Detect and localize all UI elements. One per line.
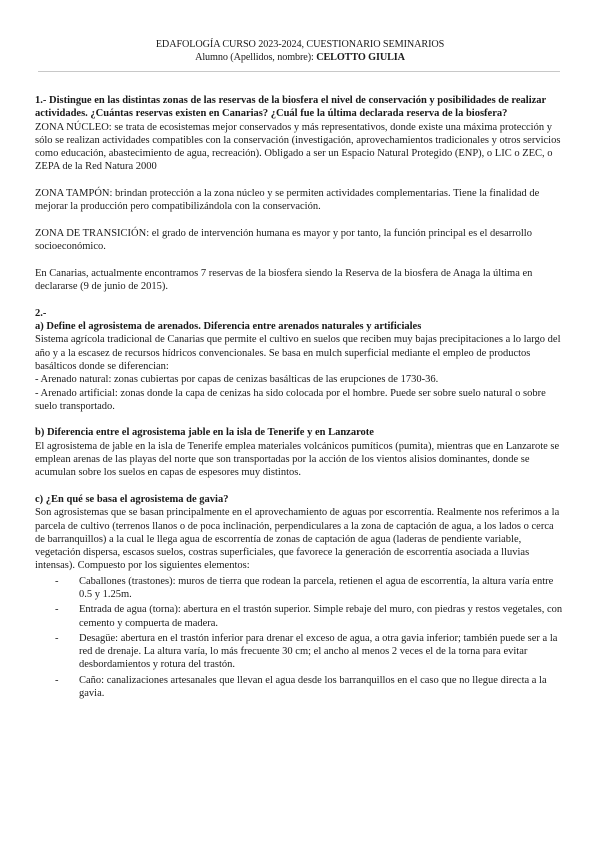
- header-divider: [38, 71, 560, 72]
- gavia-text: Son agrosistemas que se basan principalmente en el aprovechamiento de aguas por escorrentía. Realmente nos referimos a la parcela de cultivo (terrenos llanos o de poca inclinación, perpendiculares a la zona de captación de agua, a los lados o cerca de barranquillos) a la cual le llega agua de escorrentía de zonas de captación de agua (laderas de pendiente variable, vegetación dispersa, escasos suelos, costras superficiales, que favorece la generación de escorrentía asociada a lluvias intensas). Compuesto por los siguientes elementos:: [35, 507, 560, 572]
- list-item: - Caballones (trastones): muros de tierra que rodean la parcela, retienen el agua de escorrentía, la altura varía entre 0.5 y 1.25m.: [55, 575, 554, 600]
- student-name: CELOTTO GIULIA: [316, 52, 405, 63]
- question-2-number: 2.-: [35, 307, 47, 319]
- course-title: EDAFOLOGÍA CURSO 2023-2024, CUESTIONARIO SEMINARIOS: [155, 39, 445, 50]
- document-header: [0, 38, 600, 64]
- question-2a: a) Define el agrosistema de arenados. Diferencia entre arenados naturales y artificiales: [35, 321, 422, 333]
- jable-text: El agrosistema de jable en la isla de Tenerife emplea materiales volcánicos pumíticos (pumita), mientras que en Lanzarote se emplean arenas de las playas del norte que son transportadas por la acción de los vientos alisios dominantes, donde se acumulan sobre los suelos en capas de espesores muy distintos.: [35, 440, 560, 479]
- list-item: - Caño: canalizaciones artesanales que llevan el agua desde los barranquillos en el caso que no llegue directa a la gavia.: [55, 674, 547, 700]
- zona-transicion-text: ZONA DE TRANSICIÓN: el grado de intervención humana es mayor y por tanto, la función principal es el desarrollo socioeconómico.: [35, 227, 532, 253]
- list-item: - Entrada de agua (torna): abertura en el trastón superior. Simple rebaje del muro, con piedras y restos vegetales, con cemento y compuerta de madera.: [55, 604, 563, 629]
- question-1: 1.- Distingue en las distintas zonas de las reservas de la biosfera el nivel de conservación y posibilidades de realizar actividades. ¿Cuántas reservas existen en Canarias? ¿Cuál fue la última declarada reserva de la biosfera?: [35, 95, 547, 120]
- arenado-artificial-text: - Arenado artificial: zonas donde la capa de cenizas ha sido colocada por el hombre. Puede ser sobre suelo natural o sobre suelo transportado.: [35, 387, 546, 412]
- list-item: - Desagüe: abertura en el trastón inferior para drenar el exceso de agua, a otra gavia inferior; también puede ser a la red de drenaje. La altura varía, lo más frecuente 30 cm; el ancho al menos 2 veces el de la torna para evitar desbordamientos y rotura del trastón.: [55, 632, 558, 671]
- zona-nucleo-text: ZONA NÚCLEO: se trata de ecosistemas mejor conservados y más representativos, donde existe una máxima protección y sólo se realizan actividades compatibles con la conservación (investigación, aprovechamientos tradicionales y otros servicios como educación, abastecimiento de agua, recreación). Obligado a ser un Espacio Natural Protegido (ENP), o LIC o ZEC, o ZEPA de la Red Natura 2000: [35, 121, 561, 173]
- canarias-text: En Canarias, actualmente encontramos 7 reservas de la biosfera siendo la Reserva de la biosfera de Anaga la última en declararse (9 de junio de 2015).: [35, 267, 533, 293]
- zona-tampon-text: ZONA TAMPÓN: brindan protección a la zona núcleo y se permiten actividades complementarias. Tiene la finalidad de mejorar la producción pero compatibilizándola con la conservación.: [35, 188, 540, 213]
- gavia-elements-list: [35, 575, 565, 701]
- question-2c: c) ¿En qué se basa el agrosistema de gavia?: [35, 493, 229, 505]
- student-label: Alumno (Apellidos, nombre):: [195, 52, 314, 63]
- arenados-text: Sistema agrícola tradicional de Canarias que permite el cultivo en suelos que reciben muy bajas precipitaciones a lo largo del año y a la escasez de recursos hídricos convencionales. Se basa en mulch superficial mediante el empleo de productos basálticos donde se diferencian:: [35, 334, 561, 372]
- question-2b: b) Diferencia entre el agrosistema jable en la isla de Tenerife y en Lanzarote: [35, 427, 374, 439]
- document-body: [35, 94, 565, 702]
- arenado-natural-text: - Arenado natural: zonas cubiertas por capas de cenizas basálticas de las erupciones de 1730-36.: [35, 374, 439, 386]
- student-line: [0, 51, 600, 64]
